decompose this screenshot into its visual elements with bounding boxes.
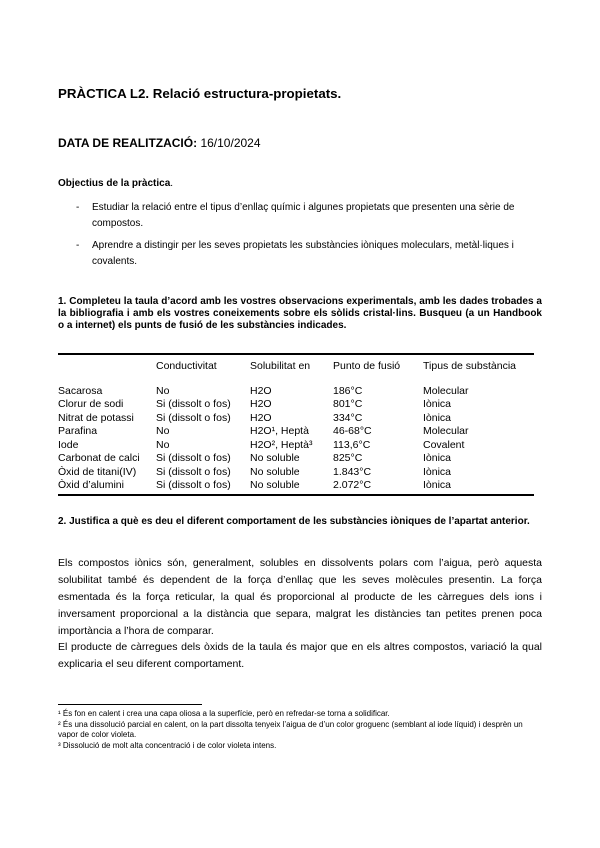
footnote-2: ² És una dissolució parcial en calent, on la part dissolta tenyeix l’aigua de d’un color groguenc (semblant al iode líquid) i desprèn un vapor de color violeta. (58, 719, 523, 740)
table-cell: No (156, 425, 170, 437)
table-cell: Si (dissolt o fos) (156, 411, 231, 424)
footnotes (58, 709, 542, 751)
table-cell: Iònica (423, 479, 452, 491)
table-cell: Molecular (423, 425, 469, 437)
table-cell: No soluble (250, 465, 300, 478)
table-header-cell: Tipus de substància (423, 360, 516, 372)
table-row (58, 412, 534, 426)
table-cell: Clorur de sodi (58, 398, 124, 410)
properties-table (58, 360, 534, 493)
table-cell: No (156, 438, 170, 451)
table-top-rule (58, 353, 534, 355)
table-cell: Iode (58, 438, 79, 451)
objectives-title-suffix: . (170, 178, 174, 189)
table-row (58, 479, 534, 493)
question-2: 2. Justifica a què es deu el diferent comportament de les substàncies iòniques de l’apartat anterior. (58, 516, 530, 527)
objective-text: Aprendre a distingir per les seves propietats les substàncies iòniques moleculars, metàl·liques i covalents. (92, 240, 514, 267)
bullet-dash: - (76, 240, 80, 251)
table-cell: Si (dissolt o fos) (156, 479, 231, 491)
table-cell: Carbonat de calci (58, 452, 140, 464)
table-cell: Iònica (423, 452, 452, 464)
table-cell: Si (dissolt o fos) (156, 398, 231, 410)
table-row (58, 425, 534, 439)
table-header-cell (58, 360, 156, 385)
table-cell: Sacarosa (58, 384, 103, 397)
table-cell: H2O (250, 411, 272, 424)
table-cell: 825°C (333, 452, 363, 464)
table-cell: Iònica (423, 411, 452, 424)
table-cell: No (156, 384, 170, 397)
table-header-cell: Solubilitat en (250, 360, 311, 372)
footnote-separator (58, 704, 202, 705)
table-cell: Iònica (423, 398, 452, 410)
table-cell: 801°C (333, 398, 363, 410)
list-item (58, 238, 528, 270)
table-row (58, 452, 534, 466)
table-cell: 2.072°C (333, 479, 372, 491)
bullet-dash: - (76, 202, 80, 213)
objectives-list (58, 200, 528, 276)
table-cell: No soluble (250, 452, 300, 464)
realization-date (58, 136, 261, 150)
table-row (58, 385, 534, 399)
table-cell: Nitrat de potassi (58, 411, 134, 424)
table-cell: Molecular (423, 384, 469, 397)
table-cell: No soluble (250, 479, 300, 491)
table-header-cell: Conductivitat (156, 360, 217, 372)
table-cell: 334°C (333, 411, 363, 424)
table-cell: H2O (250, 398, 272, 410)
date-label: DATA DE REALITZACIÓ: (58, 136, 198, 150)
footnote-3: ³ Dissolució de molt alta concentració i de color violeta intens. (58, 740, 277, 750)
table-cell: Òxid de titani(IV) (58, 465, 137, 478)
objectives-title: Objectius de la pràctica (58, 178, 171, 189)
table-cell: H2O (250, 384, 272, 397)
answer-paragraph-1: Els compostos iònics són, generalment, solubles en dissolvents polars com l’aigua, però aquesta solubilitat també és dependent de la força d’enllaç que les seves molècules presentin. La força esmentada és la força reticular, la qual és proporcional al producte de les càrregues dels ions i inversament proporcional a la distància que separa, malgrat les distàncies tan petites prenen poca importància a l’hora de comparar. (58, 557, 542, 637)
table-cell: Si (dissolt o fos) (156, 452, 231, 464)
table-cell: Òxid d’alumini (58, 479, 124, 491)
table-row (58, 398, 534, 412)
answer-paragraph-2: El producte de càrregues dels òxids de la taula és major que en els altres compostos, variació la qual explicaria el seu diferent comportament. (58, 641, 542, 670)
table-cell: Iònica (423, 465, 452, 478)
table-cell: Si (dissolt o fos) (156, 465, 231, 478)
table-cell: Parafina (58, 425, 98, 437)
date-value: 16/10/2024 (200, 136, 261, 150)
footnote-1: ¹ És fon en calent i crea una capa oliosa a la superfície, però en refredar-se torna a solidificar. (58, 709, 390, 718)
list-item (58, 200, 528, 232)
table-bottom-rule (58, 494, 534, 496)
table-cell: Covalent (423, 438, 465, 451)
table-header-cell: Punto de fusió (333, 360, 401, 372)
table-header-row (58, 360, 534, 385)
table-cell: 1.843°C (333, 465, 372, 478)
objectives-heading (58, 178, 173, 189)
table-cell: 113,6°C (333, 438, 371, 451)
table-row (58, 466, 534, 480)
question-1: 1. Completeu la taula d’acord amb les vostres observacions experimentals, amb les dades trobades a la bibliografia i amb els vostres coneixements sobre els sòlids cristal·lins. Busqueu (a un Handbook o a internet) els punts de fusió de les substàncies indicades. (58, 296, 542, 331)
objective-text: Estudiar la relació entre el tipus d’enllaç químic i algunes propietats que presenten una sèrie de compostos. (92, 202, 515, 229)
table-cell: 46-68°C (333, 425, 372, 437)
table-cell: 186°C (333, 384, 363, 397)
table-row (58, 439, 534, 453)
page-title: PRÀCTICA L2. Relació estructura-propietats. (58, 86, 342, 101)
table-cell: H2O¹, Heptà (250, 425, 309, 437)
table-cell: H2O², Heptà³ (250, 438, 313, 451)
